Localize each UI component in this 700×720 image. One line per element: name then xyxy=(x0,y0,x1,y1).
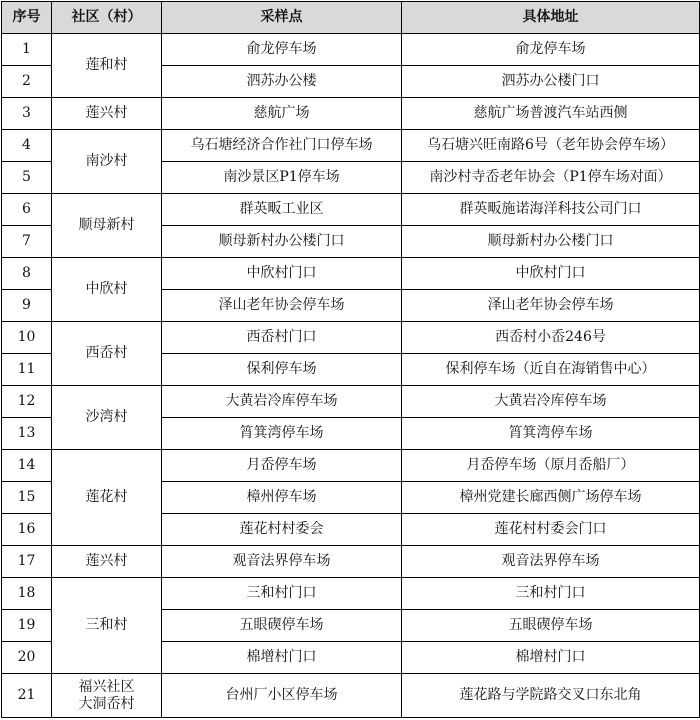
address-cell: 乌石塘兴旺南路6号（老年协会停车场） xyxy=(402,130,700,162)
sampling-point-cell: 慈航广场 xyxy=(162,98,402,130)
row-number: 2 xyxy=(2,66,52,98)
row-number: 1 xyxy=(2,34,52,66)
table-row xyxy=(2,258,700,290)
sampling-point-cell: 中欣村门口 xyxy=(162,258,402,290)
address-cell: 观音法界停车场 xyxy=(402,546,700,578)
community-line: 福兴社区 xyxy=(78,678,135,695)
sampling-point-cell: 保利停车场 xyxy=(162,354,402,386)
sampling-point-cell: 泽山老年协会停车场 xyxy=(162,290,402,322)
row-number: 7 xyxy=(2,226,52,258)
community-cell: 莲和村 xyxy=(52,34,162,98)
address-cell: 泗苏办公楼门口 xyxy=(402,66,700,98)
address-cell: 中欣村门口 xyxy=(402,258,700,290)
row-number: 6 xyxy=(2,194,52,226)
community-cell: 中欣村 xyxy=(52,258,162,322)
sampling-point-cell: 棉增村门口 xyxy=(162,642,402,674)
sampling-point-cell: 乌石塘经济合作社门口停车场 xyxy=(162,130,402,162)
row-number: 12 xyxy=(2,386,52,418)
table-row xyxy=(2,34,700,66)
row-number: 17 xyxy=(2,546,52,578)
sampling-point-cell: 南沙景区P1停车场 xyxy=(162,162,402,194)
sampling-point-cell: 泗苏办公楼 xyxy=(162,66,402,98)
row-number: 11 xyxy=(2,354,52,386)
sampling-point-cell: 俞龙停车场 xyxy=(162,34,402,66)
row-number: 3 xyxy=(2,98,52,130)
header-sampling-point: 采样点 xyxy=(162,2,402,34)
sampling-point-cell: 大黄岩冷库停车场 xyxy=(162,386,402,418)
address-cell: 西岙村小岙246号 xyxy=(402,322,700,354)
table-row xyxy=(2,98,700,130)
address-cell: 俞龙停车场 xyxy=(402,34,700,66)
address-cell: 慈航广场普渡汽车站西侧 xyxy=(402,98,700,130)
sampling-point-cell: 筲箕湾停车场 xyxy=(162,418,402,450)
address-cell: 大黄岩冷库停车场 xyxy=(402,386,700,418)
sampling-point-cell: 莲花村村委会 xyxy=(162,514,402,546)
table-row xyxy=(2,194,700,226)
sampling-point-cell: 西岙村门口 xyxy=(162,322,402,354)
community-cell: 莲兴村 xyxy=(52,546,162,578)
table-row xyxy=(2,674,700,718)
header-community: 社区（村） xyxy=(52,2,162,34)
community-cell: 莲兴村 xyxy=(52,98,162,130)
community-cell: 三和村 xyxy=(52,578,162,674)
community-cell: 沙湾村 xyxy=(52,386,162,450)
row-number: 16 xyxy=(2,514,52,546)
row-number: 20 xyxy=(2,642,52,674)
sampling-point-cell: 观音法界停车场 xyxy=(162,546,402,578)
table-row xyxy=(2,546,700,578)
community-cell xyxy=(52,674,162,718)
address-cell: 顺母新村办公楼门口 xyxy=(402,226,700,258)
header-no: 序号 xyxy=(2,2,52,34)
header-address: 具体地址 xyxy=(402,2,700,34)
table-row xyxy=(2,322,700,354)
sampling-point-cell: 樟州停车场 xyxy=(162,482,402,514)
community-cell: 西岙村 xyxy=(52,322,162,386)
sampling-point-cell: 三和村门口 xyxy=(162,578,402,610)
row-number: 5 xyxy=(2,162,52,194)
row-number: 14 xyxy=(2,450,52,482)
table-row xyxy=(2,386,700,418)
sampling-point-cell: 五眼碶停车场 xyxy=(162,610,402,642)
address-cell: 南沙村寺岙老年协会（P1停车场对面） xyxy=(402,162,700,194)
address-cell: 泽山老年协会停车场 xyxy=(402,290,700,322)
address-cell: 群英畈施诺海洋科技公司门口 xyxy=(402,194,700,226)
table-row xyxy=(2,450,700,482)
address-cell: 棉增村门口 xyxy=(402,642,700,674)
community-cell: 顺母新村 xyxy=(52,194,162,258)
address-cell: 五眼碶停车场 xyxy=(402,610,700,642)
row-number: 19 xyxy=(2,610,52,642)
sampling-point-cell: 顺母新村办公楼门口 xyxy=(162,226,402,258)
address-cell: 樟州党建长廊西侧广场停车场 xyxy=(402,482,700,514)
table-row xyxy=(2,578,700,610)
row-number: 8 xyxy=(2,258,52,290)
address-cell: 莲花村村委会门口 xyxy=(402,514,700,546)
row-number: 15 xyxy=(2,482,52,514)
sampling-point-cell: 月岙停车场 xyxy=(162,450,402,482)
community-cell: 莲花村 xyxy=(52,450,162,546)
community-cell: 南沙村 xyxy=(52,130,162,194)
sampling-point-cell: 台州厂小区停车场 xyxy=(162,674,402,718)
address-cell: 月岙停车场（原月岙船厂） xyxy=(402,450,700,482)
address-cell: 筲箕湾停车场 xyxy=(402,418,700,450)
header-row xyxy=(2,2,700,34)
row-number: 18 xyxy=(2,578,52,610)
row-number: 13 xyxy=(2,418,52,450)
table-row xyxy=(2,130,700,162)
row-number: 4 xyxy=(2,130,52,162)
row-number: 10 xyxy=(2,322,52,354)
row-number: 9 xyxy=(2,290,52,322)
community-line: 大洞岙村 xyxy=(78,695,135,712)
sampling-sites-table xyxy=(1,1,700,718)
address-cell: 保利停车场（近自在海销售中心） xyxy=(402,354,700,386)
row-number: 21 xyxy=(2,674,52,718)
address-cell: 莲花路与学院路交叉口东北角 xyxy=(402,674,700,718)
address-cell: 三和村门口 xyxy=(402,578,700,610)
sampling-point-cell: 群英畈工业区 xyxy=(162,194,402,226)
